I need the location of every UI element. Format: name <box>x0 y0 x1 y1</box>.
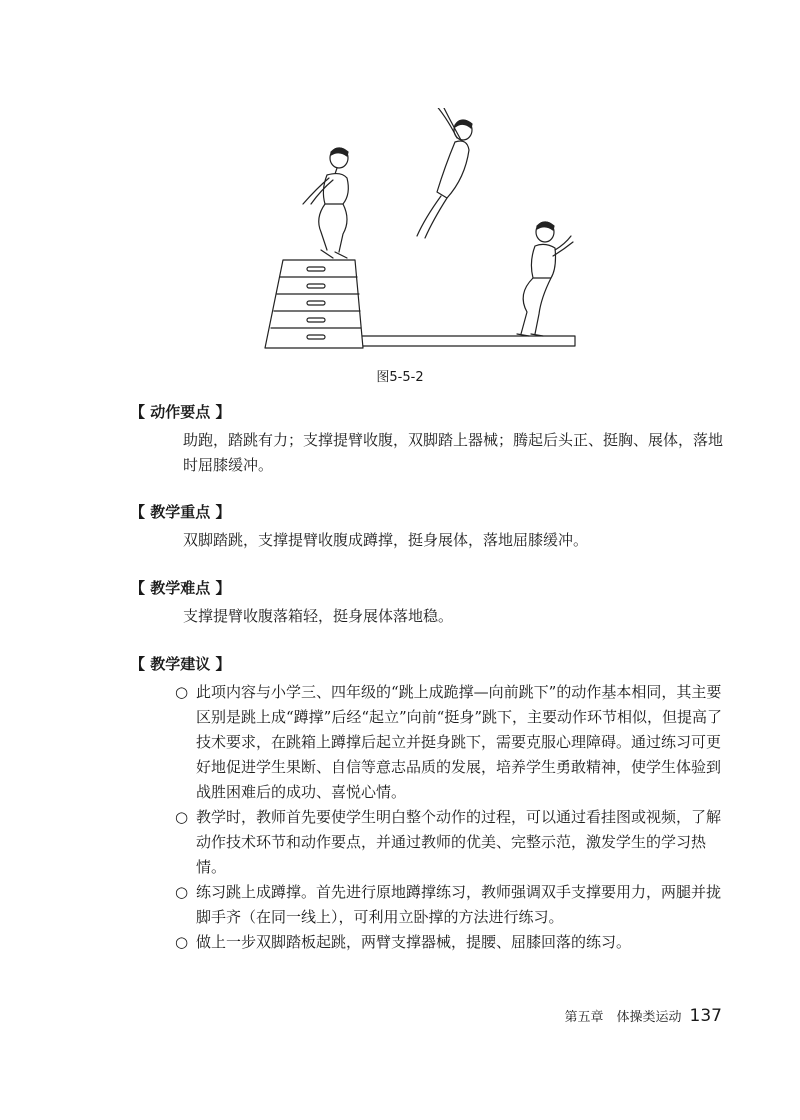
list-item <box>130 880 726 930</box>
page-number: 137 <box>689 1006 722 1026</box>
section-heading: 【 动作要点 】 <box>130 403 231 421</box>
figure-caption: 图5-5-2 <box>376 370 424 385</box>
vault-figure-illustration <box>255 108 585 358</box>
vaulting-box <box>265 260 363 348</box>
list-item <box>130 805 726 880</box>
list-item <box>130 680 726 805</box>
suggestion-text: 此项内容与小学三、四年级的“跳上成跪撑—向前跳下”的动作基本相同，其主要区别是跳上成“蹲撑”后经“起立”向前“挺身”跳下，主要动作环节相似，但提高了技术要求，在跳箱上蹲撑后起立并挺身跳下，需要克服心理障碍。通过练习可更好地促进学生果断、自信等意志品质的发展，培养学生勇敢精神，使学生体验到战胜困难后的成功、喜悦心情。 <box>196 683 723 801</box>
suggestion-text: 教学时，教师首先要使学生明白整个动作的过程，可以通过看挂图或视频，了解动作技术环节和动作要点，并通过教师的优美、完整示范，激发学生的学习热情。 <box>196 808 722 876</box>
section-heading: 【 教学重点 】 <box>130 503 231 521</box>
section-teaching-difficulty <box>130 576 730 629</box>
section-text: 助跑，踏跳有力；支撑提臂收腹，双脚踏上器械；腾起后头正、挺胸、展体，落地时屈膝缓冲。 <box>183 431 724 474</box>
page-footer <box>565 1006 722 1026</box>
suggestion-text: 练习跳上成蹲撑。首先进行原地蹲撑练习，教师强调双手支撑要用力，两腿并拢脚手齐（在同一线上），可利用立卧撑的方法进行练习。 <box>196 883 722 926</box>
gymnast-crouch-on-box <box>303 148 348 258</box>
bullet-circle-icon: ○ <box>175 683 189 701</box>
section-heading: 【 教学难点 】 <box>130 579 231 597</box>
bullet-circle-icon: ○ <box>175 808 189 826</box>
gymnast-flight <box>417 108 472 238</box>
section-action-points <box>130 400 730 478</box>
bullet-circle-icon: ○ <box>175 883 189 901</box>
section-text: 支撑提臂收腹落箱轻，挺身展体落地稳。 <box>183 607 454 625</box>
section-teaching-focus <box>130 500 730 553</box>
bullet-circle-icon: ○ <box>175 933 189 951</box>
section-teaching-suggestions <box>130 652 730 955</box>
section-text: 双脚踏跳，支撑提臂收腹成蹲撑，挺身展体，落地屈膝缓冲。 <box>183 531 589 549</box>
landing-mat <box>361 336 575 346</box>
section-heading: 【 教学建议 】 <box>130 655 231 673</box>
suggestion-text: 做上一步双脚踏板起跳，两臂支撑器械，提腰、屈膝回落的练习。 <box>196 933 632 951</box>
list-item <box>130 930 726 955</box>
chapter-title: 第五章 体操类运动 <box>564 1010 682 1025</box>
gymnast-landing <box>517 222 573 336</box>
